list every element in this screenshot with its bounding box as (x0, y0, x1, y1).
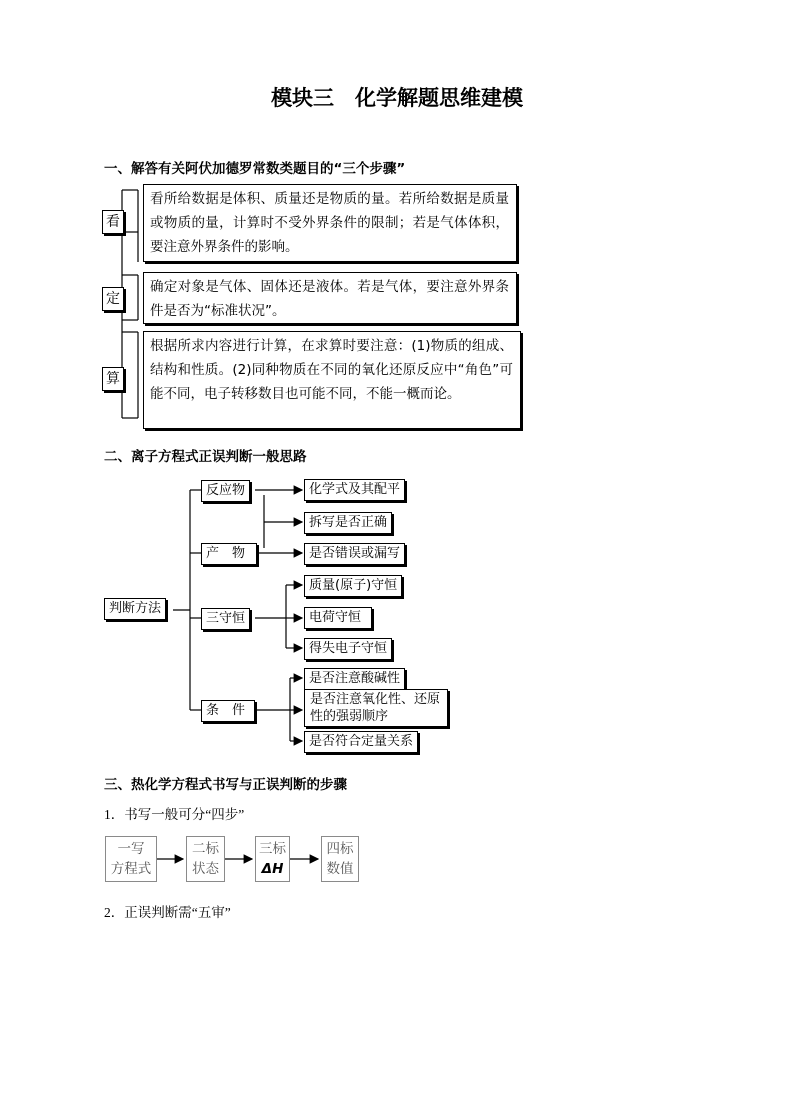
tree-root-judge-method: 判断方法 (104, 598, 166, 620)
leaf-redox-order: 是否注意氧化性、还原性的强弱顺序 (304, 689, 448, 727)
page-title: 模块三 化学解题思维建模 (271, 86, 523, 110)
flow-step-value-line2: 数值 (326, 861, 354, 877)
flow-step-delta-h (255, 836, 290, 882)
branch-products: 产 物 (201, 543, 257, 565)
leaf-charge-conservation: 电荷守恒 (304, 607, 372, 629)
leaf-electron-conservation: 得失电子守恒 (304, 638, 392, 660)
section1-heading: 一、解答有关阿伏加德罗常数类题目的“三个步骤” (104, 161, 406, 177)
step-text-determine: 确定对象是气体、固体还是液体。若是气体，要注意外界条件是否为“标准状况”。 (143, 272, 517, 324)
section2-heading: 二、离子方程式正误判断一般思路 (104, 449, 307, 465)
section3-heading: 三、热化学方程式书写与正误判断的步骤 (104, 777, 347, 793)
step-text-look: 看所给数据是体积、质量还是物质的量。若所给数据是质量或物质的量，计算时不受外界条件的限制；若是气体体积，要注意外界条件的影响。 (143, 184, 517, 262)
item-four-steps: 1．书写一般可分“四步” (104, 807, 245, 822)
flow-step-value (321, 836, 359, 882)
item-five-checks: 2．正误判断需“五审” (104, 905, 231, 920)
leaf-acidity-basicity: 是否注意酸碱性 (304, 668, 405, 690)
flow-step-delta-h-line2: ΔH (261, 861, 284, 877)
flow-step-state-line2: 状态 (192, 861, 219, 877)
branch-reactants: 反应物 (201, 480, 250, 502)
step-label-calculate: 算 (102, 367, 124, 391)
flow-step-delta-h-line1: 三标 (259, 841, 286, 857)
branch-conditions: 条 件 (201, 700, 255, 722)
flow-step-write (105, 836, 157, 882)
flow-step-write-line1: 一写 (117, 841, 145, 857)
leaf-quantitative-relation: 是否符合定量关系 (304, 731, 418, 753)
step-label-determine: 定 (102, 287, 124, 311)
step-text-calculate: 根据所求内容进行计算，在求算时要注意：(1)物质的组成、结构和性质。(2)同种物质在不同的氧化还原反应中“角色”可能不同，电子转移数目也可能不同，不能一概而论。 (143, 331, 521, 429)
flow-step-state (186, 836, 225, 882)
leaf-formula-balance: 化学式及其配平 (304, 479, 405, 501)
branch-three-conservations: 三守恒 (201, 608, 250, 630)
leaf-splitting-correct: 拆写是否正确 (304, 512, 392, 534)
step-label-look: 看 (102, 210, 124, 234)
flow-step-state-line1: 二标 (192, 841, 219, 857)
leaf-mass-conservation: 质量(原子)守恒 (304, 575, 402, 597)
leaf-wrong-or-missing: 是否错误或漏写 (304, 543, 405, 565)
flow-step-write-line2: 方程式 (110, 861, 152, 877)
flow-step-value-line1: 四标 (326, 841, 354, 857)
